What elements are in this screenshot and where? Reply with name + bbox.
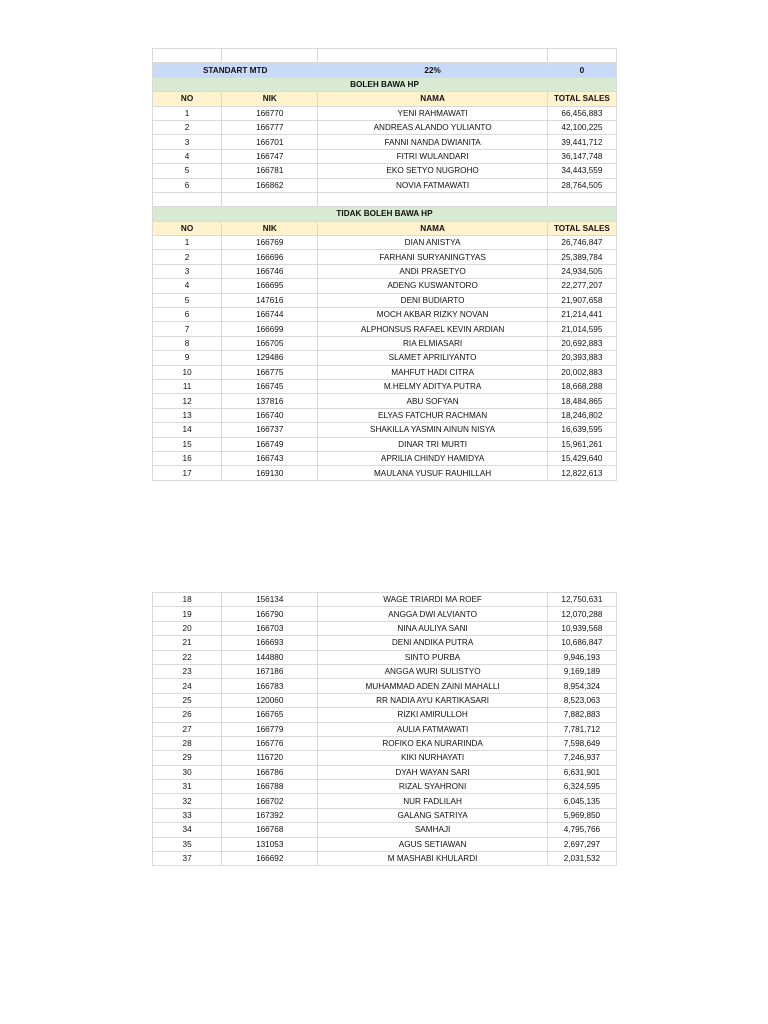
cell-total-sales: 20,393,883: [547, 351, 616, 365]
cell-nama: ANDREAS ALANDO YULIANTO: [318, 120, 547, 134]
cell-nik: 137816: [222, 394, 318, 408]
cell-total-sales: 6,045,135: [547, 794, 616, 808]
cell-nik: 166788: [222, 780, 318, 794]
cell-no: 5: [153, 164, 222, 178]
table-row: [153, 336, 617, 350]
cell-nik: 166705: [222, 336, 318, 350]
cell-no: 6: [153, 308, 222, 322]
cell-no: 6: [153, 178, 222, 192]
cell-nama: DENI BUDIARTO: [318, 293, 547, 307]
header-total-sales: TOTAL SALES: [547, 221, 616, 235]
cell-no: 26: [153, 708, 222, 722]
cell-total-sales: 21,014,595: [547, 322, 616, 336]
table-row: [153, 264, 617, 278]
cell-nama: ANGGA DWI ALVIANTO: [318, 607, 547, 621]
cell-nama: M MASHABI KHULARDI: [318, 852, 547, 866]
cell-total-sales: 18,484,865: [547, 394, 616, 408]
section-title: BOLEH BAWA HP: [153, 77, 617, 91]
cell-nik: 166783: [222, 679, 318, 693]
cell-total-sales: 36,147,748: [547, 149, 616, 163]
header-no: NO: [153, 92, 222, 106]
cell-nik: 169130: [222, 466, 318, 480]
cell-nik: 131053: [222, 837, 318, 851]
table-row: [153, 135, 617, 149]
table-row: [153, 408, 617, 422]
cell-total-sales: 8,523,063: [547, 693, 616, 707]
cell-no: 2: [153, 250, 222, 264]
table-row: [153, 794, 617, 808]
cell-total-sales: 34,443,559: [547, 164, 616, 178]
cell-no: 23: [153, 664, 222, 678]
standard-mtd-row: [153, 63, 617, 77]
cell-nama: ANGGA WURI SULISTYO: [318, 664, 547, 678]
cell-nik: 166699: [222, 322, 318, 336]
cell-nik: 166790: [222, 607, 318, 621]
table-row: [153, 351, 617, 365]
cell-no: 2: [153, 120, 222, 134]
cell-no: 12: [153, 394, 222, 408]
cell-no: 1: [153, 236, 222, 250]
cell-no: 10: [153, 365, 222, 379]
table-row: [153, 736, 617, 750]
cell-no: 1: [153, 106, 222, 120]
cell-nama: FITRI WULANDARI: [318, 149, 547, 163]
cell-nama: NUR FADLILAH: [318, 794, 547, 808]
cell-nik: 166703: [222, 621, 318, 635]
cell-no: 22: [153, 650, 222, 664]
cell-total-sales: 12,070,288: [547, 607, 616, 621]
table-row: [153, 765, 617, 779]
cell-no: 8: [153, 336, 222, 350]
cell-nik: 166692: [222, 852, 318, 866]
header-nama: NAMA: [318, 221, 547, 235]
cell-total-sales: 12,750,631: [547, 593, 616, 607]
blank-row: [153, 49, 617, 63]
cell-total-sales: 7,598,649: [547, 736, 616, 750]
table-row: [153, 607, 617, 621]
cell-nama: ELYAS FATCHUR RACHMAN: [318, 408, 547, 422]
cell-no: 7: [153, 322, 222, 336]
cell-no: 33: [153, 808, 222, 822]
table-row: [153, 823, 617, 837]
table-row: [153, 751, 617, 765]
table-row: [153, 279, 617, 293]
table-row: [153, 120, 617, 134]
table-row: [153, 621, 617, 635]
cell-no: 25: [153, 693, 222, 707]
table-row: [153, 837, 617, 851]
cell-total-sales: 9,169,189: [547, 664, 616, 678]
header-nama: NAMA: [318, 92, 547, 106]
cell-total-sales: 8,954,324: [547, 679, 616, 693]
cell-total-sales: 4,795,766: [547, 823, 616, 837]
cell-total-sales: 39,441,712: [547, 135, 616, 149]
cell-no: 5: [153, 293, 222, 307]
cell-nik: 166862: [222, 178, 318, 192]
cell-nama: GALANG SATRIYA: [318, 808, 547, 822]
cell-nama: SAMHAJI: [318, 823, 547, 837]
cell-nik: 166693: [222, 636, 318, 650]
header-total-sales: TOTAL SALES: [547, 92, 616, 106]
cell-nama: FANNI NANDA DWIANITA: [318, 135, 547, 149]
table-row: [153, 308, 617, 322]
table-row: [153, 250, 617, 264]
cell-nama: WAGE TRIARDI MA ROEF: [318, 593, 547, 607]
cell-nama: DENI ANDIKA PUTRA: [318, 636, 547, 650]
cell-nik: 144880: [222, 650, 318, 664]
cell-total-sales: 5,969,850: [547, 808, 616, 822]
column-header-row: [153, 92, 617, 106]
cell-nama: NINA AULIYA SANI: [318, 621, 547, 635]
cell-nama: M.HELMY ADITYA PUTRA: [318, 379, 547, 393]
cell-no: 37: [153, 852, 222, 866]
cell-total-sales: 22,277,207: [547, 279, 616, 293]
cell-no: 35: [153, 837, 222, 851]
cell-nik: 166765: [222, 708, 318, 722]
cell-nama: AGUS SETIAWAN: [318, 837, 547, 851]
cell-nik: 166749: [222, 437, 318, 451]
cell-nama: RIZAL SYAHRONI: [318, 780, 547, 794]
cell-no: 3: [153, 135, 222, 149]
cell-nik: 166695: [222, 279, 318, 293]
cell-no: 28: [153, 736, 222, 750]
cell-total-sales: 16,639,595: [547, 423, 616, 437]
header-no: NO: [153, 221, 222, 235]
cell-nama: DYAH WAYAN SARI: [318, 765, 547, 779]
cell-nama: MUHAMMAD ADEN ZAINI MAHALLI: [318, 679, 547, 693]
table-row: [153, 679, 617, 693]
cell-total-sales: 10,686,847: [547, 636, 616, 650]
cell-total-sales: 21,907,658: [547, 293, 616, 307]
table-row: [153, 852, 617, 866]
cell-nik: 166702: [222, 794, 318, 808]
cell-nik: 129486: [222, 351, 318, 365]
cell-no: 20: [153, 621, 222, 635]
cell-total-sales: 21,214,441: [547, 308, 616, 322]
cell-total-sales: 15,961,261: [547, 437, 616, 451]
cell-nama: RR NADIA AYU KARTIKASARI: [318, 693, 547, 707]
cell-total-sales: 42,100,225: [547, 120, 616, 134]
cell-total-sales: 66,456,883: [547, 106, 616, 120]
cell-no: 15: [153, 437, 222, 451]
cell-nik: 147616: [222, 293, 318, 307]
cell-nik: 166744: [222, 308, 318, 322]
cell-nik: 166737: [222, 423, 318, 437]
cell-total-sales: 7,781,712: [547, 722, 616, 736]
cell-nama: SLAMET APRILIYANTO: [318, 351, 547, 365]
cell-nik: 166770: [222, 106, 318, 120]
column-header-row: [153, 221, 617, 235]
cell-nama: MOCH AKBAR RIZKY NOVAN: [318, 308, 547, 322]
cell-nik: 166786: [222, 765, 318, 779]
cell-no: 18: [153, 593, 222, 607]
cell-no: 19: [153, 607, 222, 621]
cell-nama: ABU SOFYAN: [318, 394, 547, 408]
table-row: [153, 236, 617, 250]
cell-nama: YENI RAHMAWATI: [318, 106, 547, 120]
cell-total-sales: 18,668,288: [547, 379, 616, 393]
cell-no: 4: [153, 149, 222, 163]
cell-total-sales: 28,764,505: [547, 178, 616, 192]
cell-no: 31: [153, 780, 222, 794]
cell-nik: 166777: [222, 120, 318, 134]
cell-total-sales: 6,324,595: [547, 780, 616, 794]
cell-total-sales: 25,389,784: [547, 250, 616, 264]
table-row: [153, 466, 617, 480]
table-row: [153, 722, 617, 736]
cell-total-sales: 26,746,847: [547, 236, 616, 250]
table-row: [153, 780, 617, 794]
cell-no: 14: [153, 423, 222, 437]
table-row: [153, 106, 617, 120]
standard-mtd-percent: 22%: [318, 63, 547, 77]
cell-nik: 166776: [222, 736, 318, 750]
cell-no: 16: [153, 451, 222, 465]
cell-total-sales: 7,246,937: [547, 751, 616, 765]
cell-nama: APRILIA CHINDY HAMIDYA: [318, 451, 547, 465]
cell-no: 27: [153, 722, 222, 736]
cell-no: 21: [153, 636, 222, 650]
cell-no: 11: [153, 379, 222, 393]
cell-nama: MAHFUT HADI CITRA: [318, 365, 547, 379]
standard-mtd-value: 0: [547, 63, 616, 77]
cell-nik: 120060: [222, 693, 318, 707]
table-row: [153, 451, 617, 465]
cell-nama: ALPHONSUS RAFAEL KEVIN ARDIAN: [318, 322, 547, 336]
table-row: [153, 437, 617, 451]
cell-nik: 166701: [222, 135, 318, 149]
cell-total-sales: 9,946,193: [547, 650, 616, 664]
cell-nik: 166746: [222, 264, 318, 278]
cell-nama: ROFIKO EKA NURARINDA: [318, 736, 547, 750]
cell-no: 13: [153, 408, 222, 422]
table-row: [153, 593, 617, 607]
cell-nik: 156134: [222, 593, 318, 607]
table-row: [153, 423, 617, 437]
header-nik: NIK: [222, 92, 318, 106]
cell-no: 34: [153, 823, 222, 837]
cell-no: 9: [153, 351, 222, 365]
cell-nik: 166769: [222, 236, 318, 250]
cell-nik: 167186: [222, 664, 318, 678]
cell-no: 29: [153, 751, 222, 765]
cell-nama: RIZKI AMIRULLOH: [318, 708, 547, 722]
table-row: [153, 664, 617, 678]
cell-total-sales: 7,882,883: [547, 708, 616, 722]
cell-nama: AULIA FATMAWATI: [318, 722, 547, 736]
cell-nama: ADENG KUSWANTORO: [318, 279, 547, 293]
cell-total-sales: 24,934,505: [547, 264, 616, 278]
cell-nama: ANDI PRASETYO: [318, 264, 547, 278]
cell-nama: FARHANI SURYANINGTYAS: [318, 250, 547, 264]
cell-nama: KIKI NURHAYATI: [318, 751, 547, 765]
cell-nik: 166745: [222, 379, 318, 393]
cell-nama: EKO SETYO NUGROHO: [318, 164, 547, 178]
cell-no: 30: [153, 765, 222, 779]
cell-nama: SHAKILLA YASMIN AINUN NISYA: [318, 423, 547, 437]
section-title-tidak-boleh-bawa-hp: [153, 207, 617, 221]
section-title: TIDAK BOLEH BAWA HP: [153, 207, 617, 221]
table-row: [153, 379, 617, 393]
cell-nik: 166781: [222, 164, 318, 178]
cell-no: 24: [153, 679, 222, 693]
cell-nik: 166775: [222, 365, 318, 379]
cell-no: 17: [153, 466, 222, 480]
table-row: [153, 636, 617, 650]
header-nik: NIK: [222, 221, 318, 235]
cell-total-sales: 20,692,883: [547, 336, 616, 350]
table-row: [153, 365, 617, 379]
table-row: [153, 322, 617, 336]
table-row: [153, 149, 617, 163]
cell-nama: RIA ELMIASARI: [318, 336, 547, 350]
cell-total-sales: 20,002,883: [547, 365, 616, 379]
cell-no: 4: [153, 279, 222, 293]
cell-nik: 116720: [222, 751, 318, 765]
cell-total-sales: 18,246,802: [547, 408, 616, 422]
table-row: [153, 178, 617, 192]
table-row: [153, 808, 617, 822]
cell-nik: 166747: [222, 149, 318, 163]
standard-mtd-label: STANDART MTD: [153, 63, 318, 77]
table-row: [153, 164, 617, 178]
cell-nik: 167392: [222, 808, 318, 822]
cell-nik: 166740: [222, 408, 318, 422]
cell-nik: 166768: [222, 823, 318, 837]
cell-nama: NOVIA FATMAWATI: [318, 178, 547, 192]
table-row: [153, 708, 617, 722]
cell-nik: 166779: [222, 722, 318, 736]
blank-row: [153, 192, 617, 206]
cell-total-sales: 2,697,297: [547, 837, 616, 851]
cell-total-sales: 15,429,640: [547, 451, 616, 465]
cell-nama: DIAN ANISTYA: [318, 236, 547, 250]
table-row: [153, 693, 617, 707]
table-row: [153, 293, 617, 307]
cell-no: 3: [153, 264, 222, 278]
cell-nik: 166743: [222, 451, 318, 465]
sales-table-page-2: [152, 592, 617, 866]
cell-nama: MAULANA YUSUF RAUHILLAH: [318, 466, 547, 480]
cell-total-sales: 6,631,901: [547, 765, 616, 779]
cell-nama: DINAR TRI MURTI: [318, 437, 547, 451]
cell-no: 32: [153, 794, 222, 808]
cell-nik: 166696: [222, 250, 318, 264]
sales-table-page-1: [152, 48, 617, 481]
section-title-boleh-bawa-hp: [153, 77, 617, 91]
cell-total-sales: 2,031,532: [547, 852, 616, 866]
cell-total-sales: 10,939,568: [547, 621, 616, 635]
table-row: [153, 650, 617, 664]
cell-nama: SINTO PURBA: [318, 650, 547, 664]
cell-total-sales: 12,822,613: [547, 466, 616, 480]
table-row: [153, 394, 617, 408]
